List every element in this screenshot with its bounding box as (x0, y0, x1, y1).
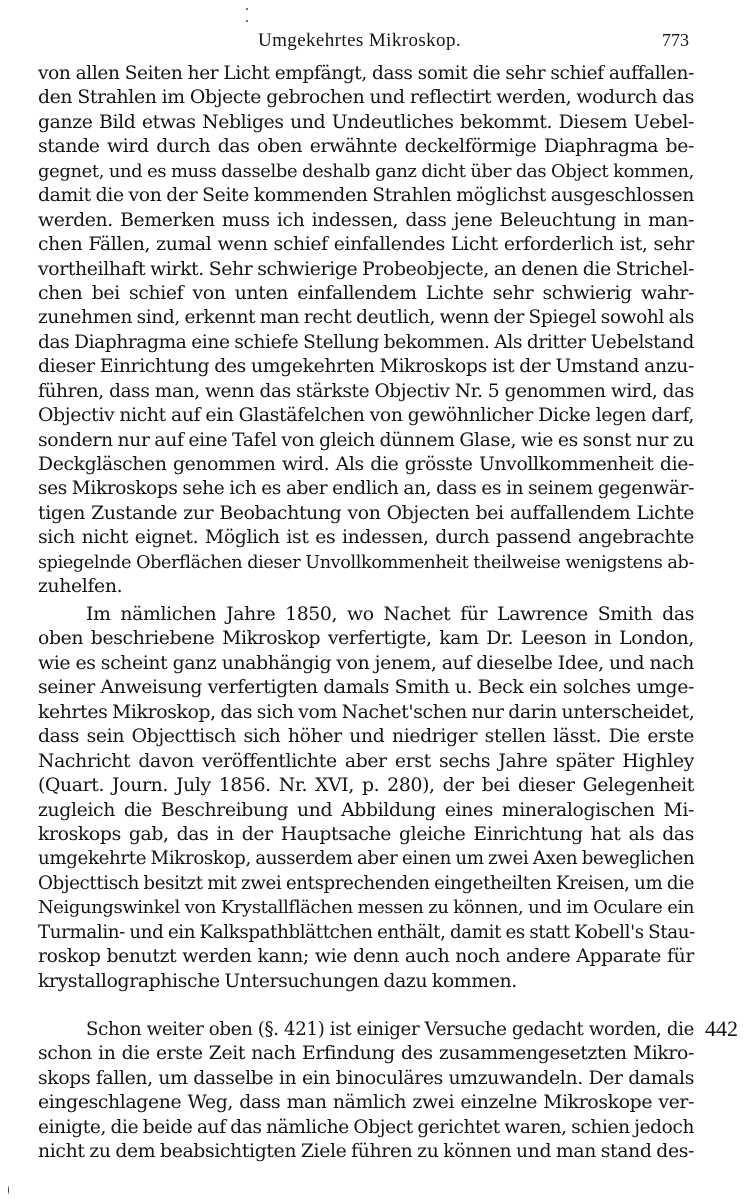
text-line: nicht zu dem beabsichtigten Ziele führen zu können und man stand des- (38, 1141, 694, 1163)
paragraph-1 (38, 62, 694, 600)
text-line: skops fallen, um dasselbe in ein binoculäres umzuwandeln. Der damals (38, 1067, 694, 1089)
running-header (0, 30, 751, 54)
text-line: Turmalin- und ein Kalkspathblättchen enthält, damit es statt Kobell's Stau- (38, 921, 695, 943)
text-line: das Diaphragma eine schiefe Stellung bekommen. Als dritter Uebelstand (38, 331, 694, 353)
text-line: Im nämlichen Jahre 1850, wo Nachet für Lawrence Smith das (86, 604, 694, 625)
text-line: zuhelfen. (38, 576, 123, 598)
running-title: Umgekehrtes Mikroskop. (258, 30, 461, 51)
text-line: Objectiv nicht auf ein Glastäfelchen von gewöhnlicher Dicke legen darf, (38, 405, 694, 427)
text-line: dieser Einrichtung des umgekehrten Mikroskops ist der Umstand anzu- (38, 356, 694, 378)
text-line: Objecttisch besitzt mit zwei entsprechenden eingetheilten Kreisen, um die (38, 872, 694, 894)
text-line: Neigungswinkel von Krystallflächen messen zu können, und im Oculare ein (38, 897, 694, 919)
margin-section-number: 442 (705, 1016, 738, 1041)
text-line: roskop benutzt werden kann; wie denn auch noch andere Apparate für (38, 946, 694, 968)
text-line: oben beschriebene Mikroskop verfertigte, kam Dr. Leeson in London, (38, 628, 694, 650)
text-line: sich nicht eignet. Möglich ist es indessen, durch passend angebrachte (38, 527, 694, 549)
text-line: damit die von der Seite kommenden Strahlen möglichst ausgeschlossen (38, 185, 694, 207)
text-line: vortheilhaft wirkt. Sehr schwierige Probeobjecte, an denen die Strichel- (38, 258, 694, 280)
text-line: eingeschlagene Weg, dass man nämlich zwei einzelne Mikroskope ver- (38, 1092, 694, 1114)
text-line: führen, dass man, wenn das stärkste Objectiv Nr. 5 genommen wird, das (38, 380, 694, 402)
text-line: zunehmen sind, erkennt man recht deutlich, wenn der Spiegel sowohl als (38, 307, 694, 329)
text-line: Schon weiter oben (§. 421) ist einiger Versuche gedacht worden, die (86, 1019, 694, 1040)
text-line: einigte, die beide auf das nämliche Object gerichtet waren, schien jedoch (38, 1116, 695, 1138)
text-line: Nachricht davon veröffentlichte aber erst sechs Jahre später Highley (38, 750, 694, 772)
scan-speck (246, 20, 248, 22)
text-line: den Strahlen im Objecte gebrochen und reflectirt werden, wodurch das (38, 87, 694, 109)
text-line: ganze Bild etwas Nebliges und Undeutliches bekommt. Diesem Uebel- (38, 111, 694, 133)
text-line: (Quart. Journ. July 1856. Nr. XVI, p. 280), der bei dieser Gelegenheit (38, 775, 694, 797)
text-line: wie es scheint ganz unabhängig von jenem, auf dieselbe Idee, und nach (38, 652, 694, 674)
text-line: schon in die erste Zeit nach Erfindung des zusammengesetzten Mikro- (38, 1043, 694, 1065)
page-number: 773 (662, 30, 689, 50)
text-line: seiner Anweisung verfertigten damals Smith u. Beck ein solches umge- (38, 677, 694, 699)
text-line: gegnet, und es muss dasselbe deshalb ganz dicht über das Object kommen, (38, 160, 694, 182)
text-line: chen Fällen, zumal wenn schief einfallendes Licht erforderlich ist, sehr (38, 234, 694, 256)
text-line: krystallographische Untersuchungen dazu kommen. (38, 970, 517, 992)
text-line: tigen Zustande zur Beobachtung von Objecten bei auffallendem Lichte (38, 502, 694, 524)
text-line: dass sein Objecttisch sich höher und niedriger stellen lässt. Die erste (38, 726, 694, 748)
text-line: kroskops gab, das in der Hauptsache gleiche Einrichtung hat als das (38, 823, 694, 845)
text-line: von allen Seiten her Licht empfängt, dass somit die sehr schief auffallen- (38, 63, 694, 84)
text-line: chen bei schief von unten einfallendem Lichte sehr schwierig wahr- (38, 282, 694, 304)
scan-speck (8, 1186, 9, 1194)
text-line: spiegelnde Oberflächen dieser Unvollkommenheit theilweise wenigstens ab- (38, 552, 694, 573)
text-line: ses Mikroskops sehe ich es aber endlich an, dass es in seinem gegenwär- (38, 478, 694, 500)
paragraph-3 (38, 1018, 694, 1165)
text-line: sondern nur auf eine Tafel von gleich dünnem Glase, wie es sonst nur zu (38, 429, 694, 451)
text-line: stande wird durch das oben erwähnte deckelförmige Diaphragma be- (38, 136, 694, 158)
text-line: werden. Bemerken muss ich indessen, dass jene Beleuchtung in man- (38, 209, 694, 231)
paragraph-2 (38, 603, 694, 994)
text-line: Deckgläschen genommen wird. Als die grösste Unvollkommenheit die- (38, 454, 694, 475)
text-line: kehrtes Mikroskop, das sich vom Nachet'schen nur darin unterscheidet, (38, 701, 695, 723)
text-line: umgekehrte Mikroskop, ausserdem aber einen um zwei Axen beweglichen (38, 848, 695, 870)
text-line: zugleich die Beschreibung und Abbildung eines mineralogischen Mi- (38, 799, 694, 821)
scan-speck (246, 8, 248, 10)
